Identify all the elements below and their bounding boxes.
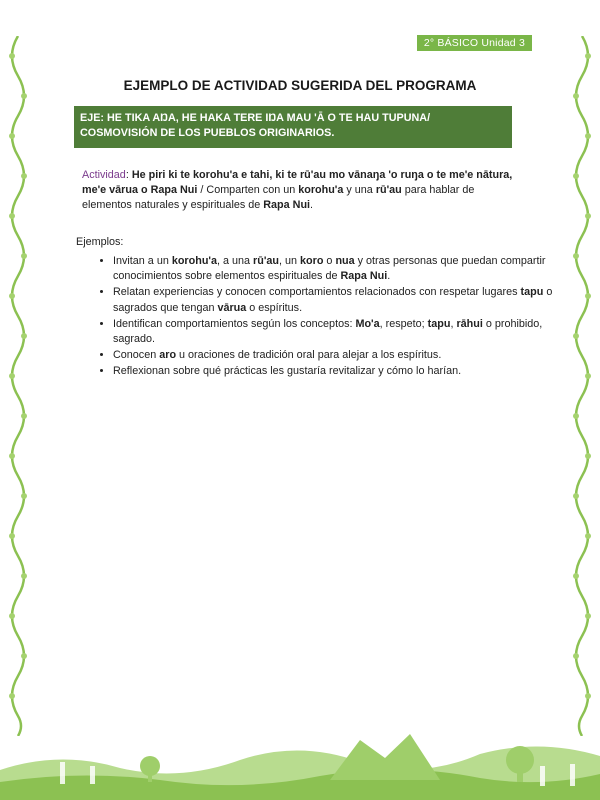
eje-text: EJE: HE TIKA AŊA, HE HAKA TERE IŊA MAU 'Ā O TE HAU TUPUNA/ COSMOVISIÓN DE LOS PUEBLOS ORIGINARIOS.: [80, 112, 431, 139]
decorative-right-border: [568, 36, 596, 736]
actividad-label: Actividad: [82, 169, 126, 181]
page-title: EJEMPLO DE ACTIVIDAD SUGERIDA DEL PROGRAMA: [123, 78, 477, 93]
decorative-left-border: [4, 36, 32, 736]
actividad-rapanui-text: He piri ki te korohu'a e tahi, ki te rū'au mo vānaŋa 'o ruŋa o te me'e nātura, me'e vārua o Rapa Nui: [82, 169, 513, 196]
grade-unit-badge: 2° BÁSICO Unidad 3: [417, 35, 532, 51]
actividad-paragraph: Actividad: He piri ki te korohu'a e tahi, ki te rū'au mo vānaŋa 'o ruŋa o te me'e nātura, me'e vārua o Rapa Nui / Comparten con un korohu'a y una rū'au para hablar de elementos naturales y espirituales de Rapa Nui.: [82, 169, 513, 211]
list-item: • Reflexionan sobre qué prácticas les gustaría revitalizar y cómo lo harían.: [113, 364, 553, 379]
ejemplos-label: Ejemplos:: [76, 236, 124, 248]
list-item: • Invitan a un korohu'a, a una rū'au, un koro o nua y otras personas que puedan compartir conocimientos sobre elementos espirituales de Rapa Nui.: [113, 254, 553, 284]
decorative-landscape-footer: [0, 710, 600, 800]
eje-banner: [74, 106, 512, 148]
list-item: • Relatan experiencias y conocen comportamientos relacionados con respetar lugares tapu o sagrados que tengan vārua o espíritus.: [113, 285, 553, 315]
examples-list: [86, 254, 553, 381]
list-item: • Identifican comportamientos según los conceptos: Mo'a, respeto; tapu, rāhui o prohibido, sagrado.: [113, 317, 553, 347]
list-item: • Conocen aro u oraciones de tradición oral para alejar a los espíritus.: [113, 348, 553, 363]
